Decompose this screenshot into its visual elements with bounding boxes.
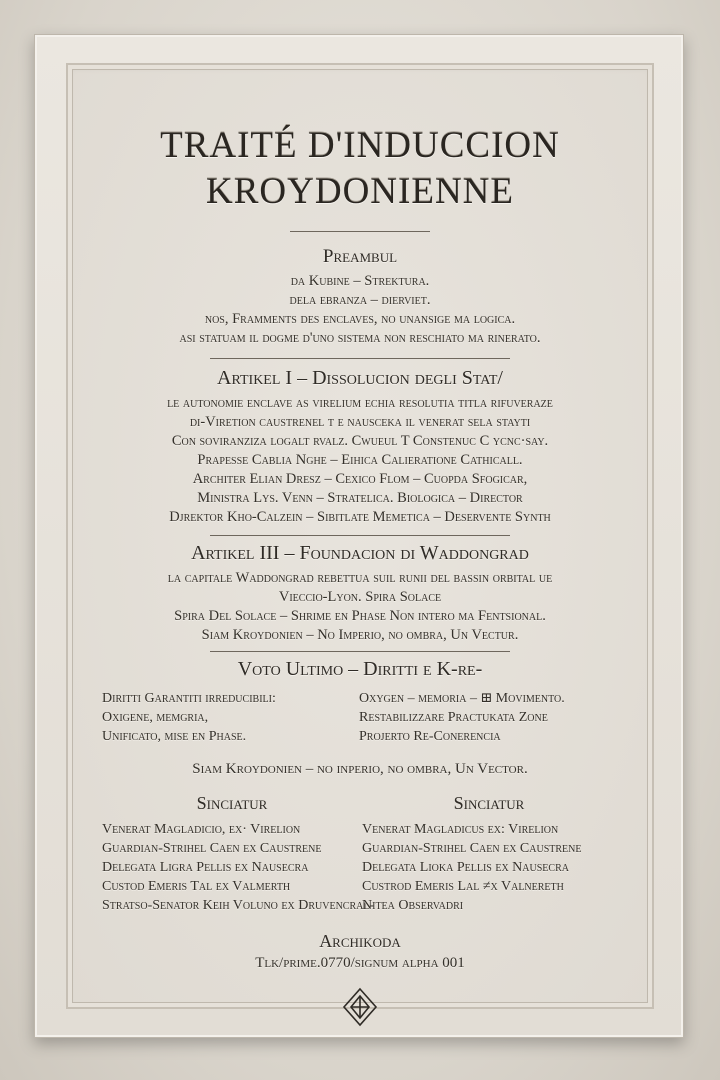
archive-code: Tlk/prime.0770/signum alpha 001 — [255, 955, 465, 971]
closing-statement: Siam Kroydonien – no inperio, no ombra, Un Vector. — [192, 761, 528, 777]
plaque-frame — [34, 34, 684, 1038]
preamble-line: nos, Framments des enclaves, no unansige ma logica. — [204, 311, 516, 327]
signatory-line: Custod Emeris Tal ex Valmerth — [102, 879, 291, 894]
signature-columns — [68, 793, 652, 915]
rights-line: Unificato, mise en Phase. — [102, 729, 247, 744]
signature-heading: Sinciatur — [453, 793, 525, 813]
rights-line: Restabilizzare Practukata Zone — [359, 710, 548, 725]
preamble-body — [68, 272, 652, 348]
article-1-line: le autonomie enclave as virelium echia resolutia titla rifuveraze — [167, 395, 553, 411]
rights-left-column — [102, 689, 359, 746]
article-1-line: Architer Elian Dresz – Cexico Flom – Cuopda Sfogicar, — [192, 471, 528, 487]
document-title — [68, 123, 652, 215]
divider — [210, 651, 510, 652]
signatures-right — [362, 793, 616, 915]
rights-line: Projerto Re-Conerencia — [359, 729, 501, 744]
article-1-heading: Artikel I – Dissolucion degli Stat/ — [217, 367, 503, 389]
article-3-line: la capitale Waddongrad rebettua suil runii del bassin orbital ue — [167, 570, 553, 586]
divider — [210, 358, 510, 359]
signatory-line: Delegata Ligra Pellis ex Nausecra — [102, 860, 309, 875]
article-1-body — [68, 394, 652, 527]
rights-right-column — [359, 689, 616, 746]
signatory-line: Guardian-Strihel Caen ex Caustrene — [102, 841, 322, 856]
article-3-heading: Artikel III – Foundacion di Waddongrad — [191, 542, 529, 564]
signatory-line: Nitea Observadri — [362, 898, 464, 913]
article-1-line: Djrektor Kho-Calzein – Sibitlate Memetica – Deservente Synth — [169, 509, 551, 525]
divider — [290, 231, 430, 232]
article-1-line: Ministra Lys. Venn – Stratelica. Biologica – Director — [197, 490, 523, 506]
article-1-line: di-Viretion caustrenel t e nausceka il venerat sela stayti — [189, 414, 531, 430]
voto-heading: Voto Ultimo – Diritti e K-re- — [237, 658, 483, 680]
article-3-line: Spira Del Solace – Shrime en Phase Non intero ma Fentsional. — [174, 608, 546, 624]
article-3-line: Vieccio-Lyon. Spira Solace — [278, 589, 442, 605]
signatory-line: Stratso-Senator Keih Voluno ex Druvencral- — [102, 898, 375, 913]
title-line-1: TRAITÉ D'INDUCCION — [160, 125, 560, 166]
rights-line: Diritti Garantiti irreducibili: — [102, 691, 276, 706]
preamble-line: da Kubine – Strektura. — [290, 273, 430, 289]
article-3-line: Siam Kroydonien – No Imperio, no ombra, Un Vectur. — [201, 627, 519, 643]
signatory-line: Guardian-Strihel Caen ex Caustrene — [362, 841, 582, 856]
signature-heading: Sinciatur — [196, 793, 268, 813]
signatory-line: Venerat Magladicus ex: Virelion — [362, 822, 559, 837]
rights-columns — [68, 689, 652, 746]
divider — [210, 535, 510, 536]
plaque-content — [68, 65, 652, 1007]
signatory-line: Venerat Magladicio, ex· Virelion — [102, 822, 301, 837]
preamble-heading: Preambul — [322, 246, 398, 267]
rights-line: Oxygen – memoria – ⊞ Movimento. — [359, 691, 565, 706]
title-line-2: KROYDONIENNE — [206, 171, 514, 212]
archive-heading: Archikoda — [319, 931, 401, 951]
signatures-left — [102, 793, 375, 915]
signatory-line: Custrod Emeris Lal ≠x Valnereth — [362, 879, 564, 894]
article-3-body — [68, 569, 652, 645]
preamble-line: asi statuam il dogme d'uno sistema non reschiato ma rinerato. — [179, 330, 541, 346]
article-1-line: Prapesse Cablia Nghe – Eihica Calieratione Cathicall. — [197, 452, 523, 468]
rights-line: Oxigene, memgria, — [102, 710, 209, 725]
diamond-seal-icon — [342, 987, 378, 1027]
article-1-line: Con soviranziza logalt rvalz. Cwueul T Constenuc C ycnc·say. — [171, 433, 549, 449]
signatory-line: Delegata Lioka Pellis ex Nausecra — [362, 860, 569, 875]
plaque-panel — [66, 63, 654, 1009]
preamble-line: dela ebranza – dierviet. — [289, 292, 431, 308]
